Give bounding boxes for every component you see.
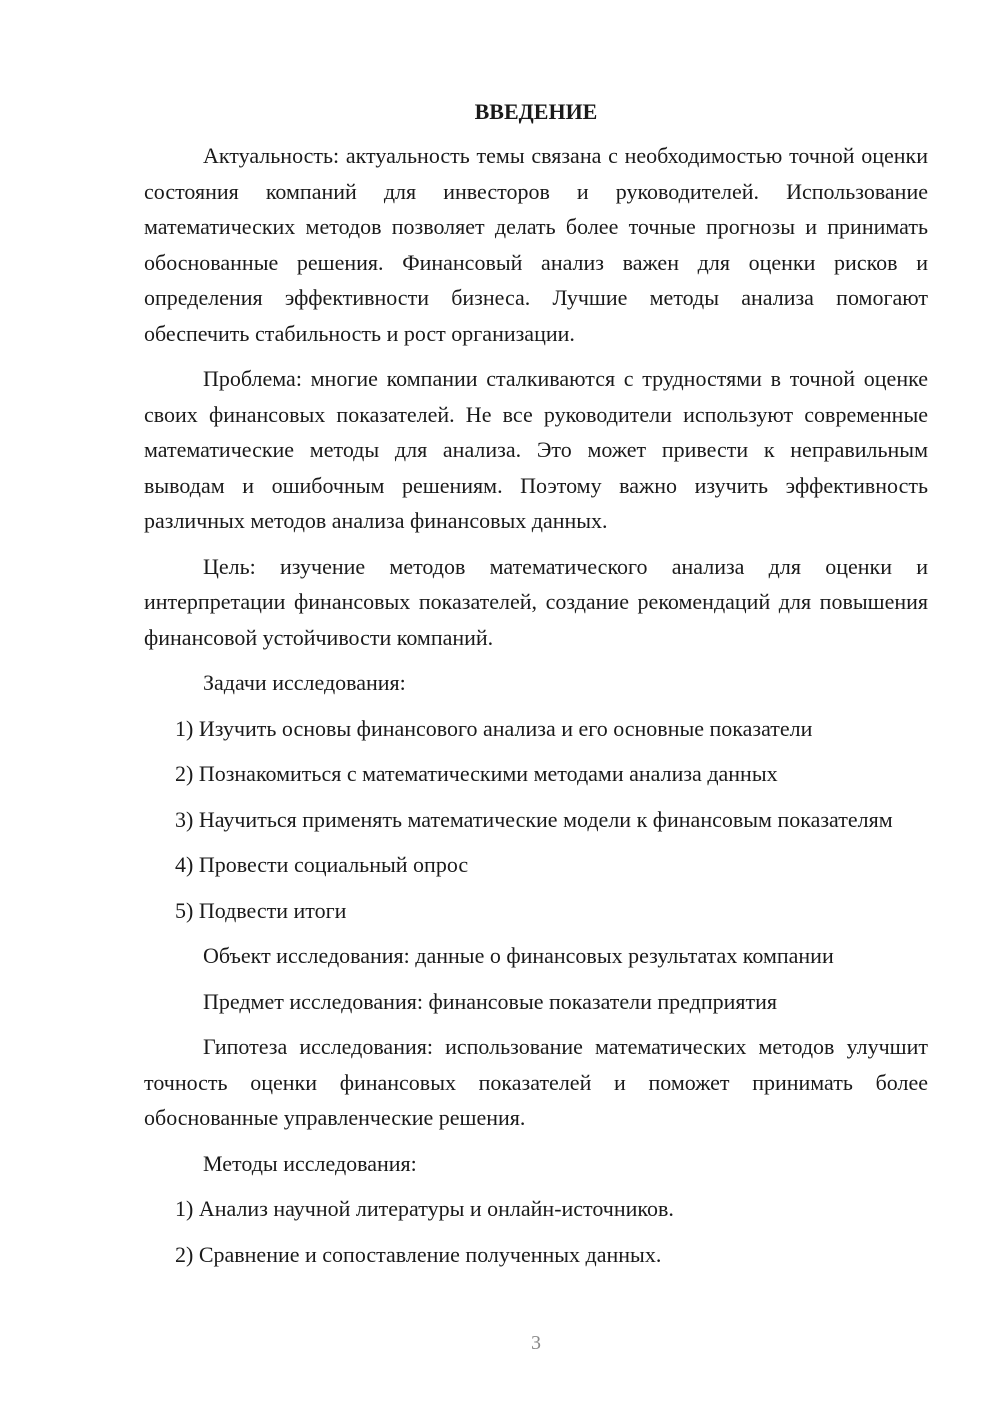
relevance-paragraph: Актуальность: актуальность темы связана с необходимостью точной оценки состояния компаний для инвесторов и руководителей. Использование математических методов позволяет делать более точные прогнозы и принимать обоснованные решения. Финансовый анализ важен для оценки рисков и определения эффективности бизнеса. Лучшие методы анализа помогают обеспечить стабильность и рост организации. [144, 143, 928, 346]
task-item-3: 3) Научиться применять математические модели к финансовым показателям [175, 806, 893, 832]
task-item-2: 2) Познакомиться с математическими методами анализа данных [175, 761, 778, 786]
task-item-5: 5) Подвести итоги [175, 897, 347, 923]
method-item-1: 1) Анализ научной литературы и онлайн-источников. [175, 1196, 674, 1221]
page-number: 3 [531, 1332, 541, 1354]
page-title: ВВЕДЕНИЕ [474, 99, 598, 124]
document-page [144, 96, 928, 1282]
methods-heading: Методы исследования: [203, 1150, 417, 1176]
research-subject: Предмет исследования: финансовые показатели предприятия [203, 988, 778, 1014]
research-object: Объект исследования: данные о финансовых результатах компании [203, 943, 834, 968]
task-item-1: 1) Изучить основы финансового анализа и его основные показатели [175, 715, 813, 741]
method-item-2: 2) Сравнение и сопоставление полученных данных. [175, 1241, 662, 1267]
problem-paragraph: Проблема: многие компании сталкиваются с трудностями в точной оценке своих финансовых показателей. Не все руководители используют современные математические методы для анализа. Это может привести к неправильным выводам и ошибочным решениям. Поэтому важно изучить эффективность различных методов анализа финансовых данных. [144, 366, 928, 533]
goal-paragraph: Цель: изучение методов математического анализа для оценки и интерпретации финансовых показателей, создание рекомендаций для повышения финансовой устойчивости компаний. [144, 553, 928, 650]
tasks-heading: Задачи исследования: [203, 670, 406, 695]
hypothesis-paragraph: Гипотеза исследования: использование математических методов улучшит точность оценки финансовых показателей и поможет принимать более обоснованные управленческие решения. [144, 1034, 928, 1130]
task-item-4: 4) Провести социальный опрос [175, 852, 469, 877]
